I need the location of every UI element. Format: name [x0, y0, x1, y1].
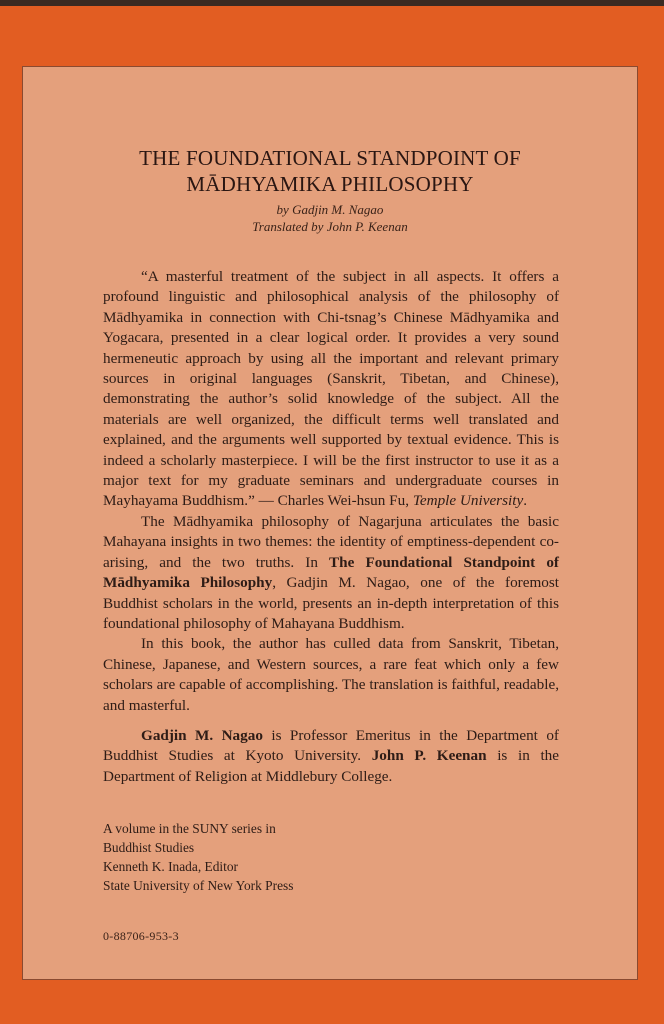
isbn-number: 0-88706-953-3 [103, 929, 179, 943]
bio-paragraph [103, 726, 559, 787]
review-affiliation: Temple University [412, 492, 524, 510]
back-cover-panel [22, 66, 638, 980]
book-title-line-1: THE FOUNDATIONAL STANDPOINT OF [139, 146, 521, 170]
description-rest: , Gadjin M. Nagao, one of the foremost Buddhist scholars in the world, presents an in-depth interpretation of this foundational philosophy of Mahayana Buddhism. [103, 574, 559, 632]
back-cover-blurb [103, 267, 559, 787]
translator-bio: is in the Department of Religion at Middlebury College. [103, 747, 560, 785]
review-quote [103, 267, 559, 512]
author-bio: is Professor Emeritus in the Department of Buddhist Studies at Kyoto University. [103, 726, 559, 765]
publisher-name: State University of New York Press [103, 878, 294, 893]
translator-name: John P. Keenan [371, 747, 487, 765]
cover-top-edge [0, 0, 664, 6]
sources-paragraph: In this book, the author has culled data from Sanskrit, Tibetan, Chinese, Japanese, and Western sources, a rare feat which only a few scholars are capable of accomplishing. The translation is faithful, readable, and masterful. [103, 635, 559, 714]
review-quote-text: “A masterful treatment of the subject in all aspects. It offers a profound linguistic and philosophical analysis of the philosophy of Mādhyamika in connection with Chi-tsnag’s Chinese Mādhyamika and Yogacara, presented in a clear logical order. It provides a very sound hermeneutic approach by using all the important and relevant primary sources in original languages (Sanskrit, Tibetan, and Chinese), demonstrating the author’s solid knowledge of the subject. All the materials are well organized, the difficult terms well translated and explained, and the arguments well supported by textual evidence. This is indeed a scholarly masterpiece. I will be the first instructor to use it as a major text for my graduate seminars and undergraduate courses in Mayhayama Buddhism.” — Charles Wei-hsun Fu, [103, 268, 559, 510]
series-info [103, 819, 293, 895]
author-name: Gadjin M. Nagao [141, 726, 263, 744]
book-title [23, 145, 637, 197]
description-paragraph [103, 512, 559, 634]
series-editor: Kenneth K. Inada, Editor [103, 859, 238, 874]
translator-credit: Translated by John P. Keenan [252, 219, 408, 234]
book-title-line-2: MĀDHYAMIKA PHILOSOPHY [186, 172, 474, 196]
book-credits [23, 201, 637, 235]
description-intro: The Mādhyamika philosophy of Nagarjuna articulates the basic Mahayana insights in two themes: the identity of emptiness-dependent co-arising, and the two truths. In [103, 512, 559, 571]
series-line-1: A volume in the SUNY series in [103, 821, 276, 836]
author-credit: by Gadjin M. Nagao [276, 202, 384, 217]
review-quote-end: . [523, 492, 527, 510]
description-book-title: The Foundational Standpoint of Mādhyamika Philosophy [103, 553, 559, 592]
series-line-2: Buddhist Studies [103, 840, 195, 855]
